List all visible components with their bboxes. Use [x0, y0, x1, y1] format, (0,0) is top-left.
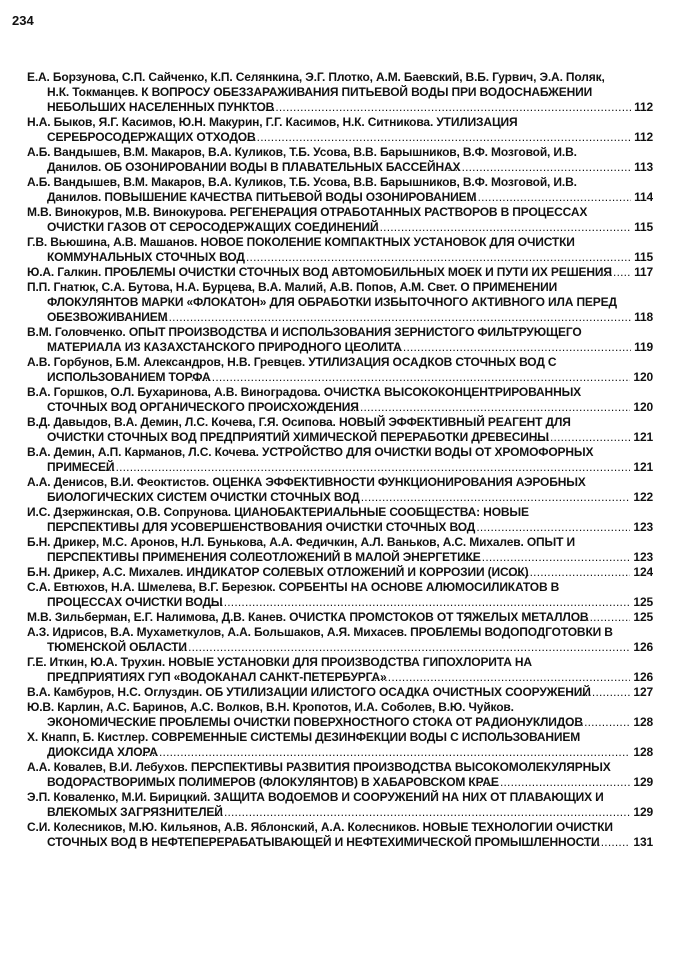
entry-page-number: 115 — [631, 220, 653, 235]
entry-authors: Б.Н. Дрикер, А.С. Михалев. — [27, 565, 184, 579]
entry-title: НОВЫЕ УСТАНОВКИ ДЛЯ ПРОИЗВОДСТВА ГИПОХЛОРИТА НА ПРЕДПРИЯТИЯХ ГУП «ВОДОКАНАЛ САНКТ-ПЕТЕРБУРГА» ..... — [47, 655, 532, 684]
entry-page-number: 131 — [630, 835, 653, 850]
entry-authors: Г.В. Вьюшина, А.В. Машанов. — [27, 235, 198, 249]
toc-entry — [27, 685, 653, 700]
entry-title: ЗАЩИТА ВОДОЕМОВ И СООРУЖЕНИЙ НА НИХ ОТ ПЛАВАЮЩИХ И ВЛЕКОМЫХ ЗАГРЯЗНИТЕЛЕЙ ..... — [47, 790, 604, 819]
entry-authors: А.В. Горбунов, Б.М. Александров, Н.В. Гревцев. — [27, 355, 306, 369]
entry-page-number: 120 — [630, 370, 653, 385]
toc-entry — [27, 475, 653, 505]
toc-entry — [27, 355, 653, 385]
entry-page-number: 127 — [630, 685, 653, 700]
entry-title: УСТРОЙСТВО ДЛЯ ОЧИСТКИ ВОДЫ ОТ ХРОМОФОРНЫХ ПРИМЕСЕЙ ..... — [47, 445, 593, 474]
entry-title: НОВЫЕ ТЕХНОЛОГИИ ОЧИСТКИ СТОЧНЫХ ВОД В НЕФТЕПЕРЕРАБАТЫВАЮЩЕЙ И НЕФТЕХИМИЧЕСКОЙ ПРОМЫШЛЕННОСТИ ..... — [47, 820, 613, 849]
entry-page-number: 128 — [630, 745, 653, 760]
toc-entry — [27, 445, 653, 475]
entry-authors: В.М. Головченко. — [27, 325, 126, 339]
entry-authors: Ю.А. Галкин. — [27, 265, 102, 279]
entry-authors: В.А. Камбуров, Н.С. Оглуздин. — [27, 685, 203, 699]
entry-title: ОЧИСТКА ПРОМСТОКОВ ОТ ТЯЖЕЛЫХ МЕТАЛЛОВ ..... — [289, 610, 588, 624]
entry-authors: М.В. Зильберман, Е.Г. Налимова, Д.В. Канев. — [27, 610, 286, 624]
entry-title: НОВОЕ ПОКОЛЕНИЕ КОМПАКТНЫХ УСТАНОВОК ДЛЯ ОЧИСТКИ КОММУНАЛЬНЫХ СТОЧНЫХ ВОД ..... — [47, 235, 575, 264]
entry-title: РЕГЕНЕРАЦИЯ ОТРАБОТАННЫХ РАСТВОРОВ В ПРОЦЕССАХ ОЧИСТКИ ГАЗОВ ОТ СЕРОСОДЕРЖАЩИХ СОЕДИНЕНИЙ ..... — [47, 205, 587, 234]
entry-authors: А.А. Ковалев, В.И. Лебухов. — [27, 760, 188, 774]
entry-title: ЭКОНОМИЧЕСКИЕ ПРОБЛЕМЫ ОЧИСТКИ ПОВЕРХНОСТНОГО СТОКА ОТ РАДИОНУКЛИДОВ ..... — [47, 715, 583, 729]
entry-page-number: 125 — [630, 610, 653, 625]
entry-authors: П.П. Гнатюк, С.А. Бутова, Н.А. Бурцева, В.А. Малий, А.В. Попов, А.М. Свет. — [27, 280, 458, 294]
entry-authors: Ю.В. Карлин, А.С. Баринов, А.С. Волков, В.Н. Кропотов, И.А. Соболев, В.Ю. Чуйков. — [27, 700, 514, 714]
entry-title: ОБ ОЗОНИРОВАНИИ ВОДЫ В ПЛАВАТЕЛЬНЫХ БАССЕЙНАХ ..... — [104, 160, 460, 174]
entry-title: О ПРИМЕНЕНИИ ФЛОКУЛЯНТОВ МАРКИ «ФЛОКАТОН» ДЛЯ ОБРАБОТКИ ИЗБЫТОЧНОГО АКТИВНОГО ИЛА ПЕРЕД ОБЕЗВОЖИВАНИЕМ ..... — [47, 280, 617, 324]
toc-entry — [27, 115, 653, 145]
entry-authors: С.И. Колесников, М.Ю. Кильянов, А.В. Яблонский, А.А. Колесников. — [27, 820, 420, 834]
toc-entry — [27, 145, 653, 175]
entry-page-number: 114 — [631, 190, 653, 205]
entry-page-number: 121 — [630, 460, 653, 475]
entry-page-number: 119 — [631, 340, 653, 355]
entry-title: ОБ УТИЛИЗАЦИИ ИЛИСТОГО ОСАДКА ОЧИСТНЫХ СООРУЖЕНИЙ ..... — [205, 685, 590, 699]
entry-page-number: 123 — [630, 520, 653, 535]
toc-entry — [27, 325, 653, 355]
toc-entry — [27, 580, 653, 610]
entry-authors: Е.А. Борзунова, С.П. Сайченко, К.П. Селянкина, Э.Г. Плотко, А.М. Баевский, В.Б. Гурвич, Э.А. Поляк, Н.К. Токманцев. — [27, 70, 605, 99]
entry-authors: Г.Е. Иткин, Ю.А. Трухин. — [27, 655, 166, 669]
entry-page-number: 113 — [631, 160, 653, 175]
table-of-contents — [27, 70, 653, 850]
entry-title: ОПЫТ И ПЕРСПЕКТИВЫ ПРИМЕНЕНИЯ СОЛЕОТЛОЖЕНИЙ В МАЛОЙ ЭНЕРГЕТИКЕ ..... — [47, 535, 575, 564]
entry-title: ОПЫТ ПРОИЗВОДСТВА И ИСПОЛЬЗОВАНИЯ ЗЕРНИСТОГО ФИЛЬТРУЮЩЕГО МАТЕРИАЛА ИЗ КАЗАХСТАНСКОГО ПРИРОДНОГО ЦЕОЛИТА ..... — [47, 325, 582, 354]
toc-entry — [27, 235, 653, 265]
entry-title: НОВЫЙ ЭФФЕКТИВНЫЙ РЕАГЕНТ ДЛЯ ОЧИСТКИ СТОЧНЫХ ВОД ПРЕДПРИЯТИЙ ХИМИЧЕСКОЙ ПЕРЕРАБОТКИ ДРЕВЕСИНЫ ..... — [47, 415, 571, 444]
entry-title: ОЧИСТКА ВЫСОКОКОНЦЕНТРИРОВАННЫХ СТОЧНЫХ ВОД ОРГАНИЧЕСКОГО ПРОИСХОЖДЕНИЯ ..... — [47, 385, 581, 414]
entry-page-number: 126 — [630, 640, 653, 655]
toc-entry — [27, 700, 653, 730]
toc-entry — [27, 610, 653, 625]
entry-page-number: 112 — [631, 130, 653, 145]
entry-page-number: 122 — [630, 490, 653, 505]
entry-page-number: 118 — [631, 310, 653, 325]
toc-entry — [27, 790, 653, 820]
toc-entry — [27, 625, 653, 655]
entry-page-number: 124 — [630, 565, 653, 580]
entry-authors: Н.А. Быков, Я.Г. Касимов, Ю.Н. Макурин, Г.Г. Касимов, Н.К. Ситникова. — [27, 115, 434, 129]
entry-authors: А.А. Денисов, В.И. Феоктистов. — [27, 475, 210, 489]
toc-entry — [27, 175, 653, 205]
toc-entry — [27, 280, 653, 325]
entry-authors: Б.Н. Дрикер, М.С. Аронов, Н.Л. Бунькова, А.А. Федичкин, А.Л. Ваньков, А.С. Михалев. — [27, 535, 524, 549]
toc-entry — [27, 820, 653, 850]
entry-title: УТИЛИЗАЦИЯ ОСАДКОВ СТОЧНЫХ ВОД С ИСПОЛЬЗОВАНИЕМ ТОРФА ..... — [47, 355, 556, 384]
entry-title: СОРБЕНТЫ НА ОСНОВЕ АЛЮМОСИЛИКАТОВ В ПРОЦЕССАХ ОЧИСТКИ ВОДЫ ..... — [47, 580, 559, 609]
toc-entry — [27, 415, 653, 445]
entry-page-number: 125 — [630, 595, 653, 610]
entry-title: К ВОПРОСУ ОБЕЗЗАРАЖИВАНИЯ ПИТЬЕВОЙ ВОДЫ ПРИ ВОДОСНАБЖЕНИИ НЕБОЛЬШИХ НАСЕЛЕННЫХ ПУНКТОВ ..... — [47, 85, 592, 114]
entry-page-number: 117 — [631, 265, 653, 280]
entry-title: ПОВЫШЕНИЕ КАЧЕСТВА ПИТЬЕВОЙ ВОДЫ ОЗОНИРОВАНИЕМ ..... — [104, 190, 476, 204]
toc-entry — [27, 730, 653, 760]
entry-page-number: 120 — [630, 400, 653, 415]
toc-entry — [27, 205, 653, 235]
entry-title: УТИЛИЗАЦИЯ СЕРЕБРОСОДЕРЖАЩИХ ОТХОДОВ ..... — [47, 115, 518, 144]
entry-title: ПЕРСПЕКТИВЫ РАЗВИТИЯ ПРОИЗВОДСТВА ВЫСОКОМОЛЕКУЛЯРНЫХ ВОДОРАСТВОРИМЫХ ПОЛИМЕРОВ (ФЛОКУЛЯНТОВ) В ХАБАРОВСКОМ КРАЕ ..... — [47, 760, 611, 789]
entry-page-number: 126 — [630, 670, 653, 685]
entry-page-number: 121 — [630, 430, 653, 445]
entry-authors: В.Д. Давыдов, В.А. Демин, Л.С. Кочева, Г.Я. Осипова. — [27, 415, 336, 429]
toc-entry — [27, 70, 653, 115]
entry-title: СОВРЕМЕННЫЕ СИСТЕМЫ ДЕЗИНФЕКЦИИ ВОДЫ С ИСПОЛЬЗОВАНИЕМ ДИОКСИДА ХЛОРА ..... — [47, 730, 580, 759]
entry-authors: А.Б. Вандышев, В.М. Макаров, В.А. Куликов, Т.Б. Усова, В.В. Барышников, В.Ф. Мозговой, И.В. Данилов. — [27, 145, 577, 174]
entry-authors: А.Б. Вандышев, В.М. Макаров, В.А. Куликов, Т.Б. Усова, В.В. Барышников, В.Ф. Мозговой, И.В. Данилов. — [27, 175, 577, 204]
toc-entry — [27, 265, 653, 280]
toc-entry — [27, 535, 653, 565]
entry-page-number: 115 — [631, 250, 653, 265]
entry-authors: А.З. Идрисов, В.А. Мухаметкулов, А.А. Большаков, А.Я. Михасев. — [27, 625, 407, 639]
entry-title: ПРОБЛЕМЫ ВОДОПОДГОТОВКИ В ТЮМЕНСКОЙ ОБЛАСТИ ..... — [47, 625, 613, 654]
entry-page-number: 129 — [630, 805, 653, 820]
entry-page-number: 123 — [630, 550, 653, 565]
entry-page-number: 129 — [630, 775, 653, 790]
entry-page-number: 128 — [630, 715, 653, 730]
entry-authors: М.В. Винокуров, М.В. Винокурова. — [27, 205, 227, 219]
page-number: 234 — [12, 13, 34, 28]
entry-authors: Э.П. Коваленко, М.И. Бирицкий. — [27, 790, 211, 804]
entry-title: ЦИАНОБАКТЕРИАЛЬНЫЕ СООБЩЕСТВА: НОВЫЕ ПЕРСПЕКТИВЫ ДЛЯ УСОВЕРШЕНСТВОВАНИЯ ОЧИСТКИ СТОЧНЫХ ВОД ..... — [47, 505, 529, 534]
toc-entry — [27, 655, 653, 685]
entry-authors: Х. Кнапп, Б. Кистлер. — [27, 730, 149, 744]
toc-entry — [27, 565, 653, 580]
entry-authors: В.А. Горшков, О.Л. Бухаринова, А.В. Виноградова. — [27, 385, 321, 399]
entry-title: ИНДИКАТОР СОЛЕВЫХ ОТЛОЖЕНИЙ И КОРРОЗИИ (ИСОК) ..... — [186, 565, 528, 579]
entry-authors: С.А. Евтюхов, Н.А. Шмелева, В.Г. Березюк. — [27, 580, 276, 594]
toc-entry — [27, 505, 653, 535]
entry-page-number: 112 — [631, 100, 653, 115]
toc-entry — [27, 385, 653, 415]
entry-authors: В.А. Демин, А.П. Карманов, Л.С. Кочева. — [27, 445, 259, 459]
entry-title: ОЦЕНКА ЭФФЕКТИВНОСТИ ФУНКЦИОНИРОВАНИЯ АЭРОБНЫХ БИОЛОГИЧЕСКИХ СИСТЕМ ОЧИСТКИ СТОЧНЫХ ВОД ..... — [47, 475, 586, 504]
entry-authors: И.С. Дзержинская, О.В. Сопрунова. — [27, 505, 231, 519]
entry-title: ПРОБЛЕМЫ ОЧИСТКИ СТОЧНЫХ ВОД АВТОМОБИЛЬНЫХ МОЕК И ПУТИ ИХ РЕШЕНИЯ ..... — [104, 265, 612, 279]
toc-entry — [27, 760, 653, 790]
